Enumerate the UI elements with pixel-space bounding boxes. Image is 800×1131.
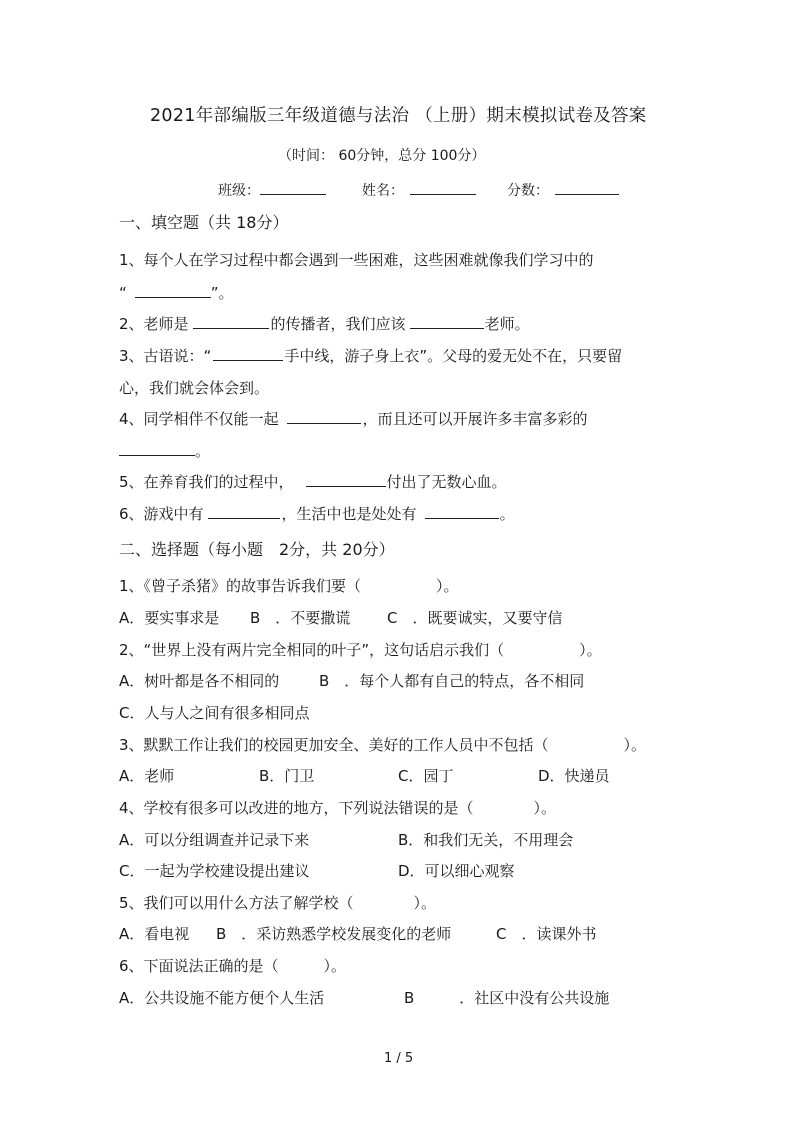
question-1-2 (119, 314, 530, 334)
question-text: 2、老师是 (119, 315, 189, 333)
question-text: 6、游戏中有 (119, 505, 204, 523)
question-1-6 (119, 504, 515, 524)
answer-blank[interactable] (135, 283, 211, 298)
page-number: 1 / 5 (384, 1051, 414, 1066)
option-2-3-c[interactable]: C．园丁 (398, 767, 454, 785)
question-text: 老师。 (484, 315, 530, 333)
question-2-4: 4、学校有很多可以改进的地方，下列说法错误的是（ ）。 (119, 799, 557, 817)
name-label: 姓名： (362, 183, 404, 199)
class-blank[interactable] (260, 180, 326, 195)
option-2-6-b[interactable]: B ．社区中没有公共设施 (404, 989, 610, 1007)
question-text: ，而且还可以开展许多丰富多彩的 (362, 410, 588, 428)
question-1-3-line1 (119, 346, 622, 366)
section-heading-multiple-choice: 二、选择题（每小题 2分，共 20分） (119, 540, 395, 559)
question-text: 付出了无数心血。 (386, 473, 507, 491)
score-field[interactable] (507, 180, 619, 201)
option-2-6-a[interactable]: A．公共设施不能方便个人生活 (119, 989, 325, 1007)
option-2-3-b[interactable]: B．门卫 (259, 767, 315, 785)
answer-blank[interactable] (410, 314, 484, 329)
class-label: 班级： (218, 183, 260, 199)
question-1-4-line1 (119, 409, 588, 429)
question-2-6: 6、下面说法正确的是（ ）。 (119, 957, 347, 975)
question-1-5 (119, 472, 507, 492)
option-2-4-b[interactable]: B．和我们无关，不用理会 (398, 831, 574, 849)
question-2-5: 5、我们可以用什么方法了解学校（ ）。 (119, 894, 437, 912)
document-title: 2021年部编版三年级道德与法治 （上册）期末模拟试卷及答案 (150, 106, 647, 126)
question-2-2: 2、“世界上没有两片完全相同的叶子”，这句话启示我们（ ）。 (119, 641, 602, 659)
option-2-2-c[interactable]: C．人与人之间有很多相同点 (119, 704, 310, 722)
question-text: 的传播者，我们应该 (270, 315, 406, 333)
answer-blank[interactable] (119, 441, 195, 456)
name-field[interactable] (362, 180, 476, 201)
open-quote: “ (119, 284, 127, 302)
answer-blank[interactable] (193, 314, 269, 329)
question-2-3: 3、默默工作让我们的校园更加安全、美好的工作人员中不包括（ ）。 (119, 736, 647, 754)
option-2-1-b[interactable]: B ．不要撒谎 (250, 609, 351, 627)
answer-blank[interactable] (306, 472, 386, 487)
question-1-1-line1: 1、每个人在学习过程中都会遇到一些困难，这些困难就像我们学习中的 (119, 251, 594, 269)
option-2-5-c[interactable]: C ．读课外书 (496, 925, 597, 943)
answer-blank[interactable] (213, 346, 283, 361)
score-label: 分数： (507, 183, 549, 199)
option-2-5-b[interactable]: B ．采访熟悉学校发展变化的老师 (216, 925, 452, 943)
question-text: ，生活中也是处处有 (281, 505, 417, 523)
score-blank[interactable] (555, 180, 619, 195)
option-2-2-a[interactable]: A．树叶都是各不相同的 (119, 672, 280, 690)
name-blank[interactable] (410, 180, 476, 195)
option-2-1-a[interactable]: A．要实事求是 (119, 609, 220, 627)
class-field[interactable] (218, 180, 326, 201)
close-quote: ”。 (210, 284, 234, 302)
question-text: 。 (195, 442, 211, 460)
question-1-4-line2 (119, 441, 210, 461)
option-2-5-a[interactable]: A．看电视 (119, 925, 190, 943)
question-text: 5、在养育我们的过程中， (119, 473, 294, 491)
question-1-3-line2: 心，我们就会体会到。 (119, 379, 270, 397)
option-2-3-a[interactable]: A．老师 (119, 767, 175, 785)
answer-blank[interactable] (425, 504, 499, 519)
answer-blank[interactable] (208, 504, 280, 519)
option-2-1-c[interactable]: C ．既要诚实，又要守信 (387, 609, 563, 627)
section-heading-fill-blanks: 一、填空题（共 18分） (119, 213, 289, 232)
option-2-4-a[interactable]: A．可以分组调查并记录下来 (119, 831, 310, 849)
option-2-2-b[interactable]: B ．每个人都有自己的特点，各不相同 (319, 672, 585, 690)
question-text: 4、同学相伴不仅能一起 (119, 410, 279, 428)
question-text: 3、古语说：“ (119, 347, 212, 365)
answer-blank[interactable] (287, 409, 361, 424)
question-text: 。 (499, 505, 515, 523)
question-2-1: 1、《曾子杀猪》的故事告诉我们要（ ）。 (119, 577, 459, 595)
question-text: 手中线，游子身上衣”。父母的爱无处不在，只要留 (284, 347, 623, 365)
option-2-4-c[interactable]: C．一起为学校建设提出建议 (119, 862, 310, 880)
option-2-3-d[interactable]: D．快递员 (538, 767, 610, 785)
option-2-4-d[interactable]: D．可以细心观察 (398, 862, 515, 880)
question-1-1-line2 (119, 283, 234, 303)
exam-time-info: （时间： 60分钟，总分 100分） (278, 148, 486, 164)
